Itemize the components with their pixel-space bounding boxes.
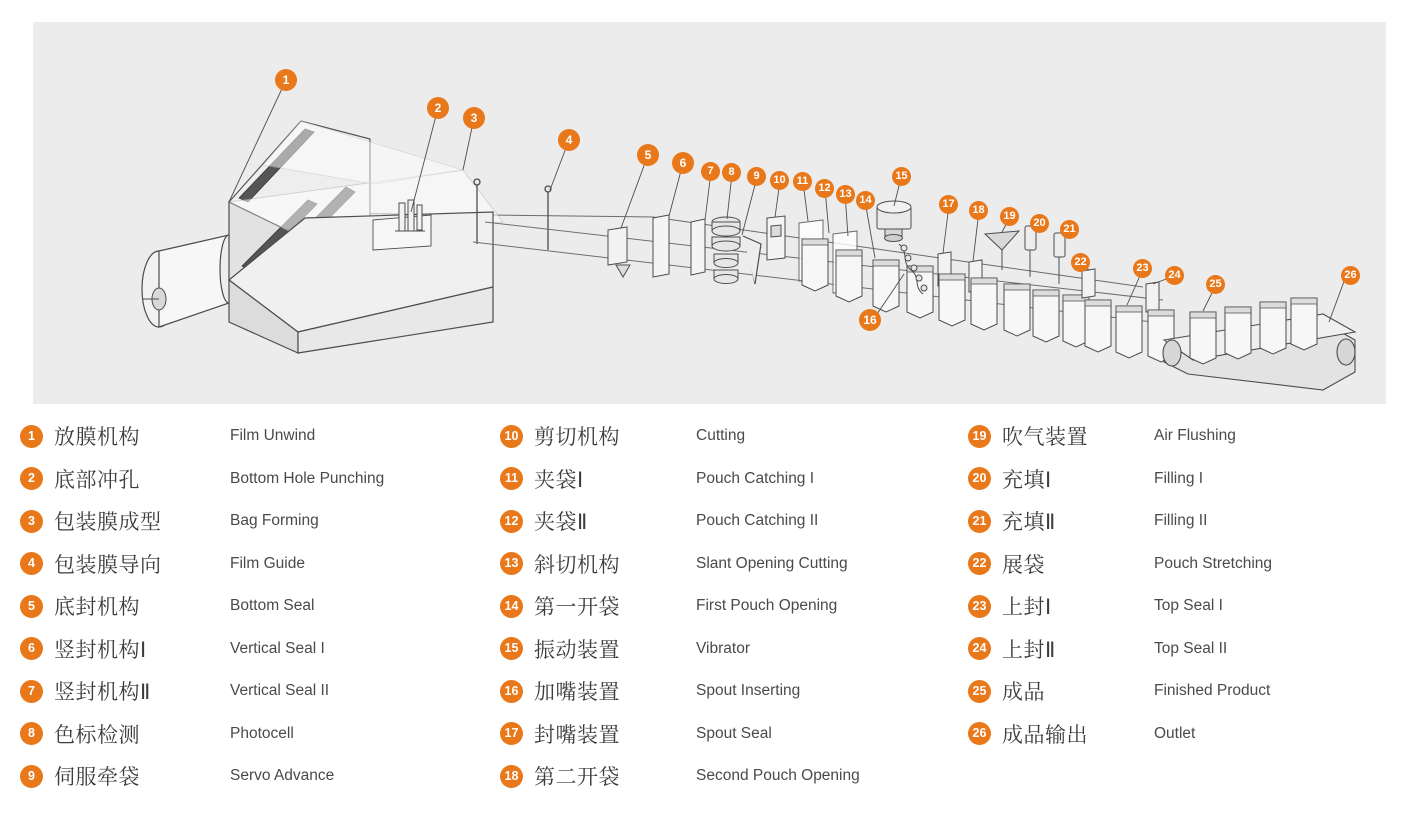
- legend-label-en: Vertical Seal I: [230, 639, 325, 657]
- legend-label-en: Film Unwind: [230, 427, 316, 445]
- legend-item: [968, 628, 1408, 671]
- legend-label-en: Second Pouch Opening: [696, 767, 860, 785]
- callout-marker-20: 20: [1030, 214, 1049, 233]
- legend-badge: 3: [20, 510, 43, 533]
- legend-label-cn: 第二开袋: [534, 766, 620, 790]
- callout-marker-6: 6: [672, 152, 694, 174]
- legend-label-en: Film Guide: [230, 554, 305, 572]
- legend: [0, 415, 1419, 815]
- legend-label-en: Spout Inserting: [696, 682, 801, 700]
- legend-label-cn: 展袋: [1002, 553, 1045, 577]
- legend-item: [500, 500, 960, 543]
- callout-marker-16: 16: [859, 309, 881, 331]
- legend-label-cn: 伺服牵袋: [54, 766, 140, 790]
- pouch-catching-1: [767, 216, 785, 260]
- legend-label-cn: 封嘴装置: [534, 723, 620, 747]
- callout-marker-3: 3: [463, 107, 485, 129]
- legend-item: [20, 415, 480, 458]
- legend-item: [500, 415, 960, 458]
- legend-item: [20, 500, 480, 543]
- legend-badge: 24: [968, 637, 991, 660]
- legend-badge: 15: [500, 637, 523, 660]
- machine-illustration: [33, 22, 1386, 404]
- legend-label-cn: 放膜机构: [54, 426, 140, 450]
- legend-item: [20, 628, 480, 671]
- legend-item: [968, 713, 1408, 756]
- legend-label-cn: 夹袋Ⅰ: [534, 468, 584, 492]
- legend-badge: 4: [20, 552, 43, 575]
- legend-label-cn: 振动装置: [534, 638, 620, 662]
- legend-badge: 8: [20, 722, 43, 745]
- legend-item: [968, 458, 1408, 501]
- legend-badge: 25: [968, 680, 991, 703]
- spout-seal-unit: [938, 252, 965, 326]
- legend-badge: 1: [20, 425, 43, 448]
- legend-badge: 13: [500, 552, 523, 575]
- callout-marker-24: 24: [1165, 266, 1184, 285]
- callout-marker-1: 1: [275, 69, 297, 91]
- legend-item: [500, 585, 960, 628]
- callout-marker-21: 21: [1060, 220, 1079, 239]
- legend-label-en: Pouch Stretching: [1154, 554, 1273, 572]
- legend-badge: 18: [500, 765, 523, 788]
- legend-item: [20, 670, 480, 713]
- second-pouch-opening-unit: [969, 260, 997, 330]
- legend-label-en: Air Flushing: [1154, 427, 1236, 445]
- legend-label-en: Spout Seal: [696, 724, 772, 742]
- legend-label-en: Vertical Seal II: [230, 682, 330, 700]
- legend-label-en: Bottom Seal: [230, 597, 315, 615]
- legend-badge: 23: [968, 595, 991, 618]
- callout-marker-26: 26: [1341, 266, 1360, 285]
- legend-label-en: Bag Forming: [230, 512, 319, 530]
- legend-label-en: Filling I: [1154, 469, 1204, 487]
- callout-marker-18: 18: [969, 201, 988, 220]
- legend-column-1: [20, 415, 480, 798]
- legend-label-en: Top Seal I: [1154, 597, 1223, 615]
- legend-label-cn: 上封Ⅱ: [1002, 638, 1056, 662]
- legend-label-cn: 包装膜导向: [54, 553, 162, 577]
- callout-marker-14: 14: [856, 191, 875, 210]
- legend-badge: 7: [20, 680, 43, 703]
- legend-label-cn: 包装膜成型: [54, 511, 162, 535]
- legend-label-cn: 剪切机构: [534, 426, 620, 450]
- legend-item: [20, 458, 480, 501]
- legend-label-cn: 夹袋Ⅱ: [534, 511, 588, 535]
- legend-label-cn: 吹气装置: [1002, 426, 1088, 450]
- legend-badge: 12: [500, 510, 523, 533]
- legend-badge: 16: [500, 680, 523, 703]
- callout-marker-11: 11: [793, 172, 812, 191]
- legend-label-cn: 竖封机构Ⅰ: [54, 638, 147, 662]
- callout-marker-22: 22: [1071, 253, 1090, 272]
- legend-label-en: Outlet: [1154, 724, 1196, 742]
- legend-label-en: Finished Product: [1154, 682, 1271, 700]
- legend-item: [968, 543, 1408, 586]
- legend-item: [20, 755, 480, 798]
- servo-advance-unit: [712, 217, 740, 284]
- legend-item: [500, 628, 960, 671]
- film-unwind-roll: [142, 235, 238, 327]
- legend-label-en: Top Seal II: [1154, 639, 1228, 657]
- callout-marker-10: 10: [770, 171, 789, 190]
- outlet-conveyor: [1163, 298, 1355, 390]
- legend-item: [500, 670, 960, 713]
- legend-column-3: [968, 415, 1408, 755]
- top-seal-units: [1082, 269, 1174, 362]
- legend-item: [20, 543, 480, 586]
- callout-marker-15: 15: [892, 167, 911, 186]
- legend-label-cn: 底部冲孔: [54, 468, 140, 492]
- legend-label-en: Pouch Catching I: [696, 469, 815, 487]
- legend-label-cn: 成品: [1002, 681, 1045, 705]
- legend-item: [500, 458, 960, 501]
- legend-label-cn: 第一开袋: [534, 596, 620, 620]
- legend-label-en: First Pouch Opening: [696, 597, 838, 615]
- callout-marker-23: 23: [1133, 259, 1152, 278]
- legend-badge: 17: [500, 722, 523, 745]
- legend-label-en: Cutting: [696, 427, 746, 445]
- legend-badge: 26: [968, 722, 991, 745]
- legend-label-cn: 竖封机构Ⅱ: [54, 681, 151, 705]
- legend-label-en: Slant Opening Cutting: [696, 554, 848, 572]
- legend-label-cn: 色标检测: [54, 723, 140, 747]
- legend-item: [968, 415, 1408, 458]
- legend-badge: 22: [968, 552, 991, 575]
- legend-badge: 5: [20, 595, 43, 618]
- legend-label-en: Pouch Catching II: [696, 512, 819, 530]
- callout-marker-5: 5: [637, 144, 659, 166]
- legend-item: [500, 543, 960, 586]
- legend-badge: 6: [20, 637, 43, 660]
- bottom-hole-punch-unit: [395, 200, 425, 231]
- legend-item: [500, 713, 960, 756]
- legend-label-en: Photocell: [230, 724, 294, 742]
- callout-marker-7: 7: [701, 162, 720, 181]
- callout-marker-19: 19: [1000, 207, 1019, 226]
- vibrator-unit: [877, 201, 911, 242]
- legend-label-cn: 充填Ⅱ: [1002, 511, 1056, 535]
- legend-item: [968, 500, 1408, 543]
- legend-item: [20, 713, 480, 756]
- legend-item: [500, 755, 960, 798]
- callout-marker-17: 17: [939, 195, 958, 214]
- callout-marker-8: 8: [722, 163, 741, 182]
- legend-label-cn: 上封Ⅰ: [1002, 596, 1052, 620]
- legend-item: [20, 585, 480, 628]
- legend-label-cn: 成品输出: [1002, 723, 1088, 747]
- callout-marker-12: 12: [815, 179, 834, 198]
- legend-label-cn: 加嘴装置: [534, 681, 620, 705]
- legend-badge: 14: [500, 595, 523, 618]
- legend-label-en: Servo Advance: [230, 767, 335, 785]
- callout-marker-13: 13: [836, 185, 855, 204]
- legend-badge: 2: [20, 467, 43, 490]
- legend-badge: 21: [968, 510, 991, 533]
- legend-item: [968, 670, 1408, 713]
- legend-label-cn: 斜切机构: [534, 553, 620, 577]
- machine-diagram: [33, 22, 1386, 404]
- legend-badge: 11: [500, 467, 523, 490]
- legend-badge: 19: [968, 425, 991, 448]
- legend-badge: 20: [968, 467, 991, 490]
- legend-label-en: Vibrator: [696, 639, 750, 657]
- legend-column-2: [500, 415, 960, 798]
- callout-marker-9: 9: [747, 167, 766, 186]
- callout-marker-2: 2: [427, 97, 449, 119]
- legend-badge: 10: [500, 425, 523, 448]
- legend-label-cn: 充填Ⅰ: [1002, 468, 1052, 492]
- callout-marker-25: 25: [1206, 275, 1225, 294]
- legend-item: [968, 585, 1408, 628]
- bottom-seal-unit: [608, 227, 630, 277]
- legend-label-en: Filling II: [1154, 512, 1208, 530]
- legend-label-cn: 底封机构: [54, 596, 140, 620]
- cutting-unit: [743, 236, 761, 284]
- vertical-seal-units: [653, 215, 705, 277]
- callout-marker-4: 4: [558, 129, 580, 151]
- legend-badge: 9: [20, 765, 43, 788]
- legend-label-en: Bottom Hole Punching: [230, 469, 385, 487]
